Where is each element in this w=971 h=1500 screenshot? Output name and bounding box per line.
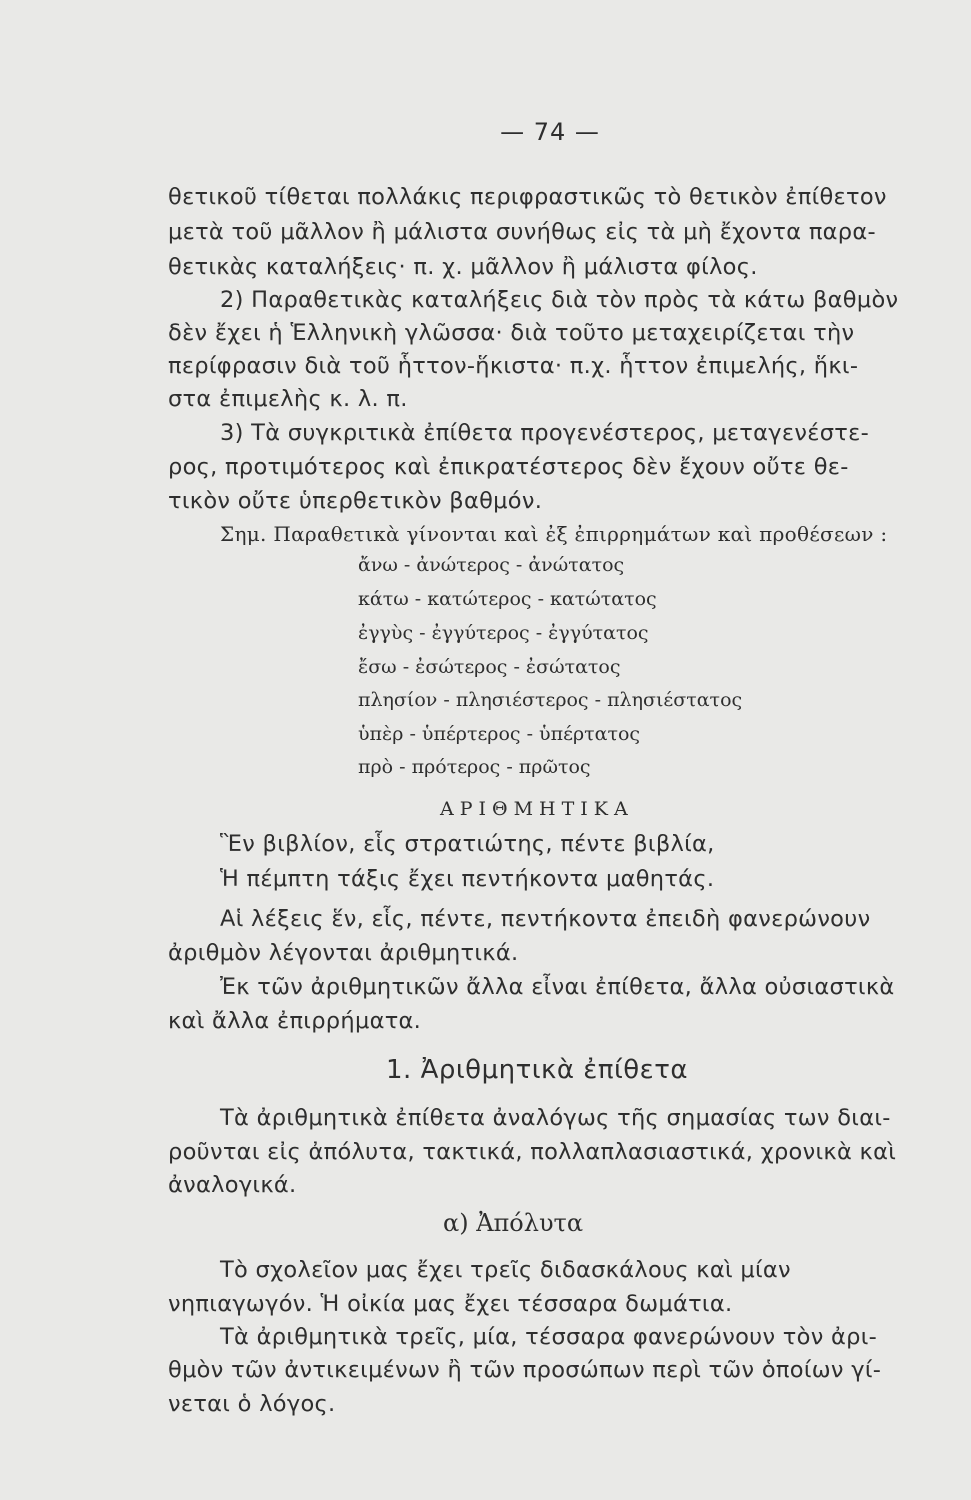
paragraph-line: Τὰ ἀριθμητικὰ τρεῖς, μία, τέσσαρα φανερώνουν τὸν ἀρι- [220, 1324, 878, 1350]
page-number: — 74 — [500, 118, 600, 146]
list-item: πλησίον - πλησιέστερος - πλησιέστατος [358, 689, 743, 711]
paragraph-line: ἀναλογικά. [168, 1172, 297, 1198]
example-line: Ἡ πέμπτη τάξις ἔχει πεντήκοντα μαθητάς. [220, 866, 715, 892]
paragraph-line: καὶ ἄλλα ἐπιρρήματα. [168, 1008, 422, 1034]
section-title: 1. Ἀριθμητικὰ ἐπίθετα [386, 1055, 689, 1085]
example-line: Ἓν βιβλίον, εἷς στρατιώτης, πέντε βιβλία, [220, 831, 715, 857]
paragraph-line: ἀριθμὸν λέγονται ἀριθμητικά. [168, 940, 519, 966]
list-item: ἔσω - ἐσώτερος - ἐσώτατος [358, 656, 621, 678]
list-item: κάτω - κατώτερος - κατώτατος [358, 588, 657, 610]
paragraph-line: Τὰ ἀριθμητικὰ ἐπίθετα ἀναλόγως τῆς σημασίας των διαι- [220, 1105, 891, 1131]
example-line: Τὸ σχολεῖον μας ἔχει τρεῖς διδασκάλους καὶ μίαν [220, 1257, 791, 1283]
paragraph-line: δὲν ἔχει ἡ Ἑλληνικὴ γλῶσσα· διὰ τοῦτο μεταχειρίζεται τὴν [168, 320, 855, 346]
paragraph-line: στα ἐπιμελὴς κ. λ. π. [168, 386, 408, 412]
section-heading: ΑΡΙΘΜΗΤΙΚΑ [440, 798, 634, 820]
paragraph-line: περίφρασιν διὰ τοῦ ἧττον-ἥκιστα· π.χ. ἧττον ἐπιμελής, ἥκι- [168, 353, 859, 379]
list-item: ἄνω - ἀνώτερος - ἀνώτατος [358, 554, 625, 576]
paragraph-line: 3) Τὰ συγκριτικὰ ἐπίθετα προγενέστερος, μεταγενέστε- [220, 420, 869, 446]
example-line: νηπιαγωγόν. Ἡ οἰκία μας ἔχει τέσσαρα δωμάτια. [168, 1291, 733, 1317]
paragraph-line: ρος, προτιμότερος καὶ ἐπικρατέστερος δὲν ἔχουν οὔτε θε- [168, 454, 849, 480]
note-line: Σημ. Παραθετικὰ γίνονται καὶ ἐξ ἐπιρρημάτων καὶ προθέσεων : [220, 522, 888, 546]
list-item: ὑπὲρ - ὑπέρτερος - ὑπέρτατος [358, 723, 641, 745]
paragraph-line: μετὰ τοῦ μᾶλλον ἢ μάλιστα συνήθως εἰς τὰ μὴ ἔχοντα παρα- [168, 219, 876, 245]
paragraph-line: 2) Παραθετικὰς καταλήξεις διὰ τὸν πρὸς τὰ κάτω βαθμὸν [220, 287, 899, 313]
paragraph-line: Αἱ λέξεις ἕν, εἷς, πέντε, πεντήκοντα ἐπειδὴ φανερώνουν [220, 906, 871, 932]
paragraph-line: τικὸν οὔτε ὑπερθετικὸν βαθμόν. [168, 488, 543, 514]
paragraph-line: θετικὰς καταλήξεις· π. χ. μᾶλλον ἢ μάλιστα φίλος. [168, 254, 758, 280]
subsection-title: α) Ἀπόλυτα [443, 1209, 584, 1237]
paragraph-line: θμὸν τῶν ἀντικειμένων ἢ τῶν προσώπων περὶ τῶν ὁποίων γί- [168, 1357, 882, 1383]
paragraph-line: ροῦνται εἰς ἀπόλυτα, τακτικά, πολλαπλασιαστικά, χρονικὰ καὶ [168, 1139, 897, 1165]
book-page [168, 0, 954, 1500]
list-item: πρὸ - πρότερος - πρῶτος [358, 756, 591, 778]
paragraph-line: Ἐκ τῶν ἀριθμητικῶν ἄλλα εἶναι ἐπίθετα, ἄλλα οὐσιαστικὰ [220, 974, 895, 1000]
list-item: ἐγγὺς - ἐγγύτερος - ἐγγύτατος [358, 622, 649, 644]
paragraph-line: θετικοῦ τίθεται πολλάκις περιφραστικῶς τὸ θετικὸν ἐπίθετον [168, 184, 887, 210]
paragraph-line: νεται ὁ λόγος. [168, 1391, 336, 1417]
